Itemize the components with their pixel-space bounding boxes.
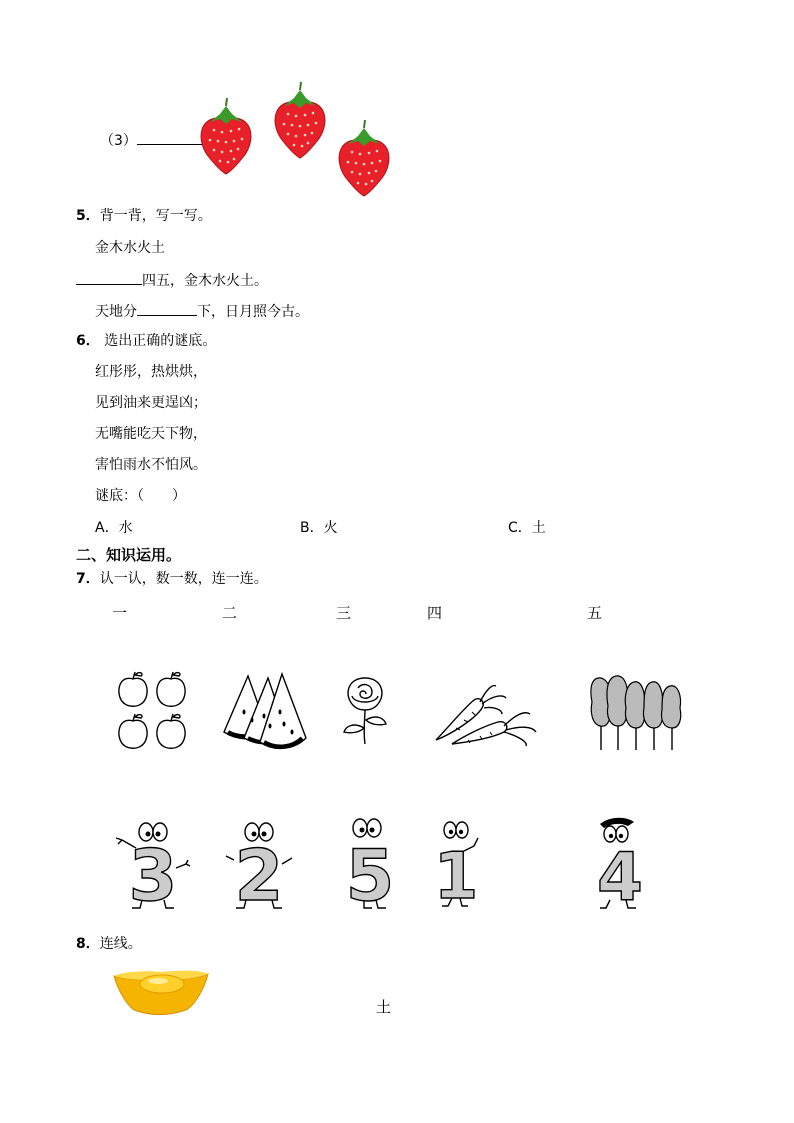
q5-number: 5． xyxy=(76,208,100,224)
cartoon-digit-3[interactable] xyxy=(112,820,192,917)
q8-number: 8． xyxy=(76,936,100,952)
trees-image[interactable] xyxy=(588,672,688,754)
carrots-image[interactable] xyxy=(432,680,548,746)
q4-answer-blank[interactable] xyxy=(137,130,203,145)
digit-glyph: 3 xyxy=(128,835,178,917)
q8-heading xyxy=(76,935,142,953)
q6-answer-label[interactable]: 谜底：（ ） xyxy=(95,488,186,504)
option-text: 水 xyxy=(118,520,133,536)
q8-prompt: 连线。 xyxy=(99,936,142,952)
eye-icon xyxy=(444,822,456,838)
q7-prompt: 认一认，数一数，连一连。 xyxy=(99,571,268,587)
q5-blank-1[interactable] xyxy=(76,270,142,285)
digit-glyph: 1 xyxy=(433,840,479,914)
q6-option-c[interactable] xyxy=(508,519,546,537)
q6-riddle-line: 害怕雨水不怕风。 xyxy=(95,457,207,473)
numeral-three[interactable]: 三 xyxy=(336,604,352,622)
cartoon-digit-4[interactable] xyxy=(590,816,650,916)
cartoon-digit-5[interactable] xyxy=(342,816,402,917)
q6-riddle-line: 红彤彤，热烘烘， xyxy=(95,364,207,380)
q7-number: 7． xyxy=(76,571,100,587)
digit-glyph: 5 xyxy=(345,835,395,917)
q6-option-b[interactable] xyxy=(300,519,338,537)
q5-prompt: 背一背，写一写。 xyxy=(99,208,212,224)
hair-icon xyxy=(600,818,634,828)
watermelon-slices-image[interactable] xyxy=(222,672,310,752)
option-letter: B． xyxy=(300,520,324,536)
q8-element-label[interactable]: 土 xyxy=(376,998,392,1016)
q5-line3-prefix: 天地分 xyxy=(95,304,137,320)
q6-riddle-line: 见到油来更逞凶； xyxy=(95,395,207,411)
q5-line3-suffix: 下，日月照今古。 xyxy=(197,304,309,320)
option-letter: A． xyxy=(95,520,119,536)
q6-option-a[interactable] xyxy=(95,519,133,537)
strawberry-2 xyxy=(275,82,325,158)
cartoon-digit-1[interactable] xyxy=(433,818,486,914)
eye-icon xyxy=(456,822,468,838)
q5-line2-text: 四五，金木水火土。 xyxy=(142,273,268,289)
q7-heading xyxy=(76,570,268,588)
q5-line3 xyxy=(95,301,309,321)
q5-blank-2[interactable] xyxy=(137,301,197,316)
gold-ingot-image[interactable] xyxy=(112,968,210,1016)
numeral-two[interactable]: 二 xyxy=(222,604,238,622)
q6-number: 6． xyxy=(76,333,100,349)
option-text: 土 xyxy=(531,520,546,536)
q5-line1: 金木水火土 xyxy=(95,240,165,256)
apples-image[interactable] xyxy=(115,670,195,756)
section-title: 二、知识运用。 xyxy=(76,546,182,564)
strawberry-3 xyxy=(339,120,389,196)
q6-prompt: 选出正确的谜底。 xyxy=(104,333,217,349)
option-letter: C． xyxy=(508,520,532,536)
numeral-four[interactable]: 四 xyxy=(427,604,443,622)
digit-glyph: 2 xyxy=(234,835,284,917)
cartoon-digit-2[interactable] xyxy=(222,820,298,917)
numeral-five[interactable]: 五 xyxy=(587,604,603,622)
strawberries-image xyxy=(198,86,398,192)
numeral-one[interactable]: 一 xyxy=(112,604,128,622)
digit-glyph: 4 xyxy=(597,839,643,916)
q5-line2 xyxy=(76,270,268,290)
option-text: 火 xyxy=(323,520,338,536)
q4-item3-label: （3） xyxy=(100,133,137,149)
q4-item3 xyxy=(100,130,203,150)
q6-heading xyxy=(76,332,216,350)
rose-image[interactable] xyxy=(340,674,390,756)
q6-riddle-line: 无嘴能吃天下物， xyxy=(95,426,207,442)
q5-heading xyxy=(76,207,212,225)
strawberry-1 xyxy=(201,98,251,174)
